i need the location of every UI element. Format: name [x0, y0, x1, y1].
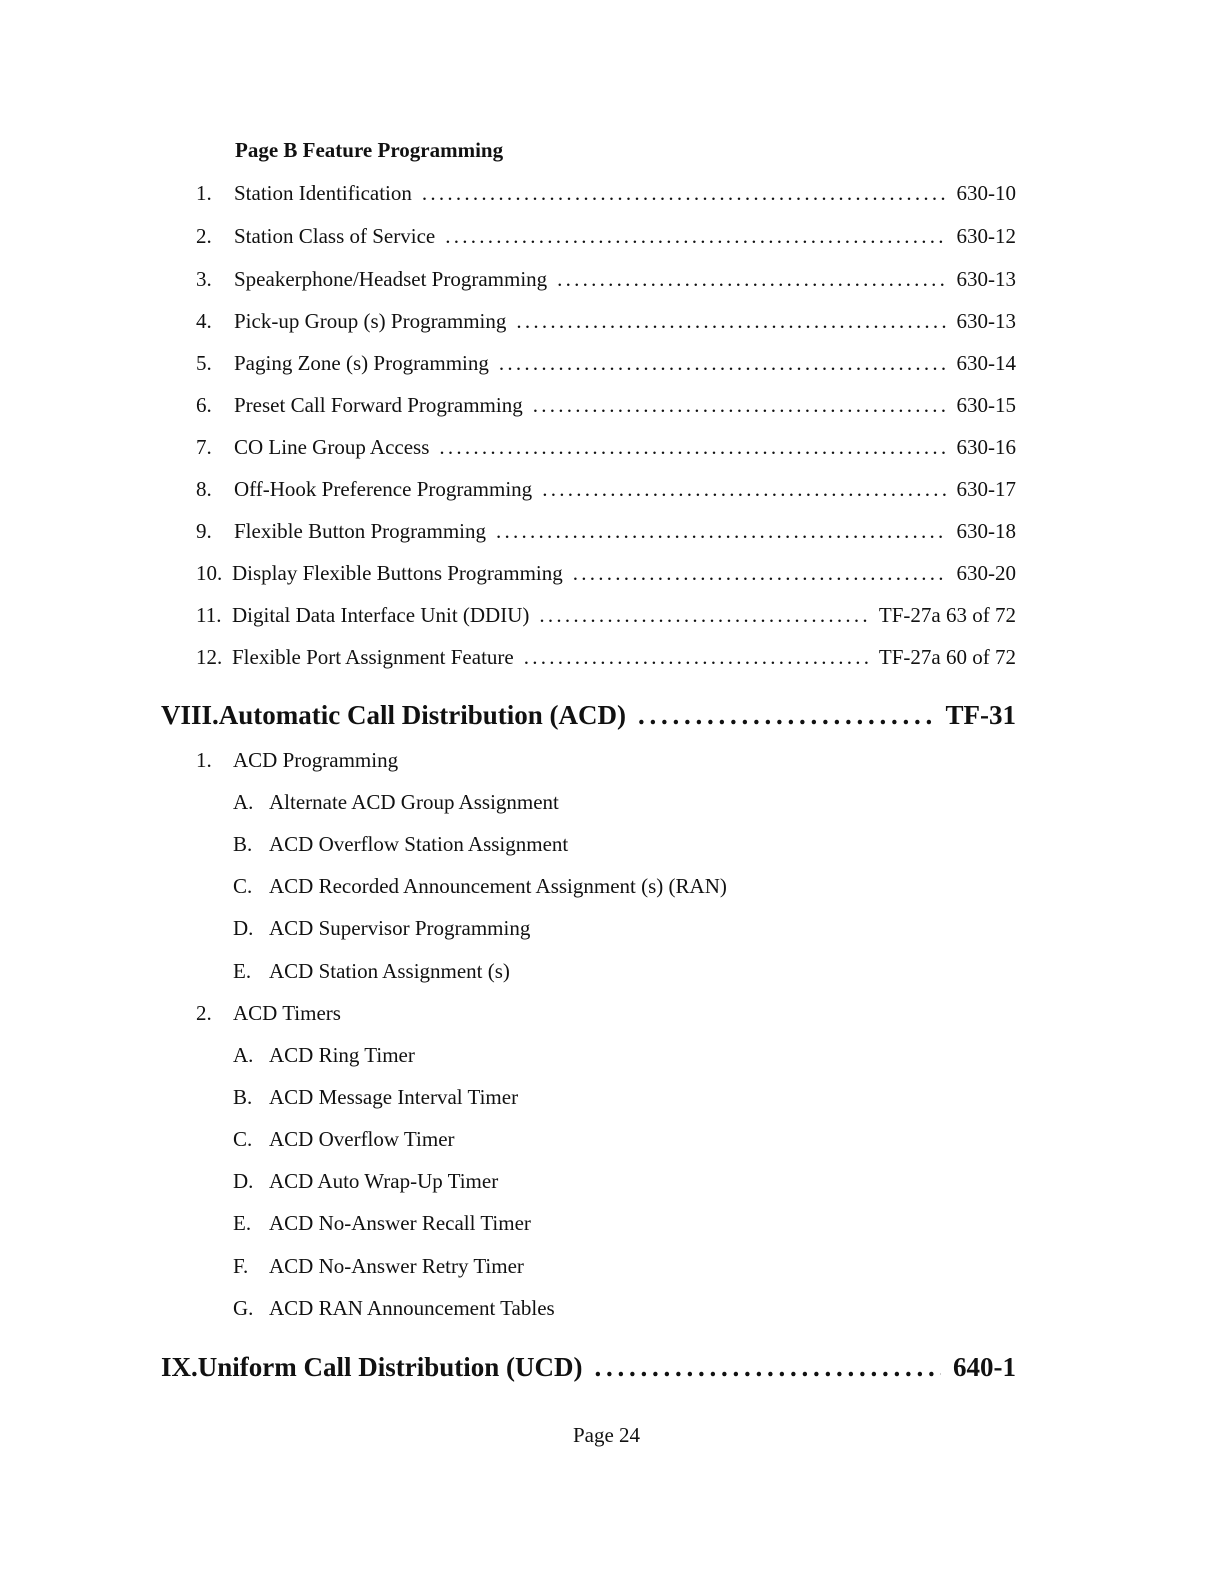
- toc-label: Station Identification: [234, 181, 412, 205]
- dot-leader: [557, 267, 946, 292]
- subitem-letter: A.: [233, 790, 254, 814]
- toc-page: 630-13: [956, 267, 1016, 291]
- page-b-heading: Page B Feature Programming: [235, 138, 504, 162]
- subitem-label: ACD No-Answer Retry Timer: [269, 1254, 524, 1278]
- section-title: VIII.Automatic Call Distribution (ACD): [161, 700, 626, 730]
- toc-number: 10.: [196, 561, 223, 585]
- section-title: IX.Uniform Call Distribution (UCD): [161, 1352, 583, 1382]
- toc-number: 12.: [196, 645, 223, 669]
- toc-page: 630-12: [956, 224, 1016, 248]
- toc-page: 630-13: [956, 309, 1016, 333]
- subitem-label: ACD No-Answer Recall Timer: [269, 1211, 531, 1235]
- toc-number: 9.: [196, 519, 212, 543]
- dot-leader: [524, 645, 869, 670]
- toc-page: 630-14: [956, 351, 1016, 375]
- toc-row[interactable]: [0, 477, 1213, 507]
- subitem-label: ACD RAN Announcement Tables: [269, 1296, 555, 1320]
- subitem-letter: D.: [233, 916, 254, 940]
- subitem-letter: E.: [233, 959, 252, 983]
- toc-row[interactable]: [0, 267, 1213, 297]
- toc-label: CO Line Group Access: [234, 435, 430, 459]
- dot-leader: [573, 561, 947, 586]
- subitem-letter: F.: [233, 1254, 249, 1278]
- toc-number: 8.: [196, 477, 212, 501]
- toc-page: TF-27a 60 of 72: [878, 645, 1016, 669]
- subitem-letter: D.: [233, 1169, 254, 1193]
- subitem-label: ACD Ring Timer: [269, 1043, 415, 1067]
- toc-number: 6.: [196, 393, 212, 417]
- dot-leader: [595, 1352, 942, 1383]
- toc-label: Preset Call Forward Programming: [234, 393, 523, 417]
- toc-page: TF-27a 63 of 72: [878, 603, 1016, 627]
- dot-leader: [542, 477, 946, 502]
- subitem-letter: C.: [233, 1127, 253, 1151]
- toc-row[interactable]: [0, 435, 1213, 465]
- dot-leader: [445, 224, 946, 249]
- item-label: ACD Programming: [233, 748, 399, 772]
- subitem-letter: G.: [233, 1296, 254, 1320]
- subitem-letter: E.: [233, 1211, 252, 1235]
- item-number: 2.: [196, 1001, 212, 1025]
- toc-number: 7.: [196, 435, 212, 459]
- toc-row[interactable]: [0, 393, 1213, 423]
- toc-label: Paging Zone (s) Programming: [234, 351, 489, 375]
- toc-row[interactable]: [0, 351, 1213, 381]
- toc-label: Speakerphone/Headset Programming: [234, 267, 548, 291]
- subitem-label: ACD Supervisor Programming: [269, 916, 531, 940]
- toc-page: 630-18: [956, 519, 1016, 543]
- toc-page: 630-15: [956, 393, 1016, 417]
- dot-leader: [638, 700, 934, 731]
- dot-leader: [533, 393, 947, 418]
- toc-label: Flexible Port Assignment Feature: [232, 645, 514, 669]
- dot-leader: [516, 309, 946, 334]
- toc-row[interactable]: [0, 181, 1213, 211]
- toc-row[interactable]: [0, 519, 1213, 549]
- section-page: TF-31: [945, 700, 1016, 730]
- dot-leader: [539, 603, 869, 628]
- toc-page: 630-17: [956, 477, 1016, 501]
- toc-row[interactable]: [0, 309, 1213, 339]
- page-number: Page 24: [572, 1423, 641, 1447]
- subitem-label: ACD Station Assignment (s): [269, 959, 510, 983]
- dot-leader: [496, 519, 947, 544]
- item-label: ACD Timers: [233, 1001, 341, 1025]
- toc-number: 1.: [196, 181, 212, 205]
- subitem-letter: C.: [233, 874, 253, 898]
- dot-leader: [439, 435, 946, 460]
- toc-row[interactable]: [0, 603, 1213, 633]
- subitem-letter: B.: [233, 832, 253, 856]
- item-number: 1.: [196, 748, 212, 772]
- section-page: 640-1: [953, 1352, 1016, 1382]
- section-viii-heading[interactable]: [161, 700, 1016, 736]
- toc-row[interactable]: [0, 224, 1213, 254]
- subitem-label: ACD Message Interval Timer: [269, 1085, 519, 1109]
- toc-label: Digital Data Interface Unit (DDIU): [232, 603, 530, 627]
- toc-label: Off-Hook Preference Programming: [234, 477, 533, 501]
- toc-page: 630-20: [956, 561, 1016, 585]
- toc-page: 630-10: [956, 181, 1016, 205]
- toc-label: Station Class of Service: [234, 224, 436, 248]
- toc-page: 630-16: [956, 435, 1016, 459]
- subitem-label: ACD Overflow Station Assignment: [269, 832, 569, 856]
- subitem-label: Alternate ACD Group Assignment: [269, 790, 559, 814]
- toc-number: 11.: [196, 603, 222, 627]
- subitem-label: ACD Overflow Timer: [269, 1127, 455, 1151]
- toc-label: Flexible Button Programming: [234, 519, 486, 543]
- subitem-letter: B.: [233, 1085, 253, 1109]
- dot-leader: [499, 351, 947, 376]
- toc-number: 4.: [196, 309, 212, 333]
- toc-label: Display Flexible Buttons Programming: [232, 561, 563, 585]
- toc-number: 5.: [196, 351, 212, 375]
- toc-number: 3.: [196, 267, 212, 291]
- toc-row[interactable]: [0, 645, 1213, 675]
- toc-number: 2.: [196, 224, 212, 248]
- toc-label: Pick-up Group (s) Programming: [234, 309, 507, 333]
- toc-row[interactable]: [0, 561, 1213, 591]
- section-ix-heading[interactable]: [161, 1352, 1016, 1388]
- subitem-label: ACD Auto Wrap-Up Timer: [269, 1169, 499, 1193]
- subitem-label: ACD Recorded Announcement Assignment (s) (RAN): [269, 874, 727, 898]
- subitem-letter: A.: [233, 1043, 254, 1067]
- dot-leader: [422, 181, 947, 206]
